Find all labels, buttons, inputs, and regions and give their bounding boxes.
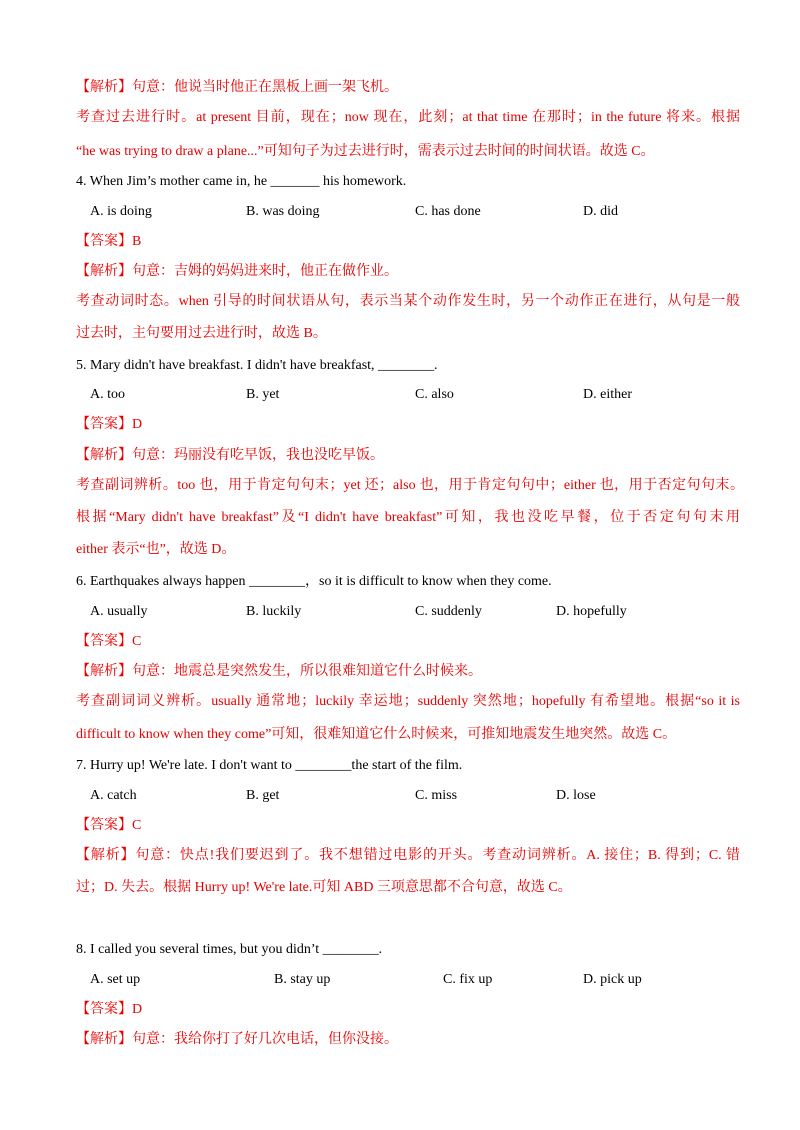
analysis-text: 句意：玛丽没有吃早饭，我也没吃早饭。 <box>132 448 384 463</box>
analysis-tag: 【解析】 <box>76 448 132 463</box>
q7-option-c: C. miss <box>415 788 458 803</box>
q7-option-a: A. catch <box>90 788 137 803</box>
q7-option-b: B. get <box>246 788 280 803</box>
answer-tag: 【答案】 <box>76 818 132 833</box>
answer-value: C <box>132 634 142 649</box>
q8-answer-line <box>76 1000 740 1020</box>
q5-option-a: A. too <box>90 387 125 402</box>
q6-answer-line <box>76 632 740 652</box>
q4-option-a: A. is doing <box>90 204 152 219</box>
analysis-tag: 【解析】 <box>76 80 132 95</box>
q7-answer-line <box>76 816 740 836</box>
q7-question: 7. Hurry up! We're late. I don't want to ________the start of the film. <box>76 758 463 773</box>
q8-question: 8. I called you several times, but you didn’t ________. <box>76 942 383 957</box>
q5-question: 5. Mary didn't have breakfast. I didn't have breakfast, ________. <box>76 358 438 373</box>
q4-explain-line-1: 考查动词时态。when 引导的时间状语从句，表示当某个动作发生时，另一个动作正在进行，从句是一般 <box>76 294 740 309</box>
q7-analysis-line-1 <box>76 846 740 866</box>
q6-option-a: A. usually <box>90 604 148 619</box>
analysis-tag: 【解析】 <box>76 264 132 279</box>
q4-analysis-line <box>76 262 740 282</box>
answer-value: B <box>132 234 142 249</box>
q4-option-c: C. has done <box>415 204 481 219</box>
q6-analysis-line <box>76 662 740 682</box>
answer-value: D <box>132 417 143 432</box>
q6-option-b: B. luckily <box>246 604 302 619</box>
answer-value: C <box>132 818 142 833</box>
q4-answer-line <box>76 232 740 252</box>
analysis-tag: 【解析】 <box>76 848 136 863</box>
q5-explain-line-3: either 表示“也”，故选 D。 <box>76 542 236 557</box>
analysis-text: 句意：吉姆的妈妈进来时，他正在做作业。 <box>132 264 398 279</box>
q4-explain-line-2: 过去时，主句要用过去进行时，故选 B。 <box>76 326 327 341</box>
answer-value: D <box>132 1002 143 1017</box>
q5-explain-line-2: 根据“Mary didn't have breakfast”及“I didn't have breakfast”可知，我也没吃早餐，位于否定句句末用 <box>76 510 740 525</box>
q8-option-c: C. fix up <box>443 972 493 987</box>
q6-option-c: C. suddenly <box>415 604 482 619</box>
q5-option-c: C. also <box>415 387 454 402</box>
q8-analysis-line <box>76 1030 740 1050</box>
q6-option-d: D. hopefully <box>556 604 627 619</box>
analysis-tag: 【解析】 <box>76 664 132 679</box>
q6-explain-line-1: 考查副词词义辨析。usually 通常地；luckily 幸运地；suddenly 突然地；hopefully 有希望地。根据“so it is <box>76 694 740 709</box>
q6-explain-line-2: difficult to know when they come”可知，很难知道它什么时候来，可推知地震发生地突然。故选 C。 <box>76 727 677 742</box>
q6-question: 6. Earthquakes always happen ________，so it is difficult to know when they come. <box>76 574 552 589</box>
analysis-text: 句意：地震总是突然发生，所以很难知道它什么时候来。 <box>132 664 482 679</box>
q5-analysis-line <box>76 446 740 466</box>
q3-explain-line-1: 考查过去进行时。at present 目前，现在；now 现在，此刻；at that time 在那时；in the future 将来。根据 <box>76 110 740 125</box>
q4-option-b: B. was doing <box>246 204 320 219</box>
q3-analysis-line <box>76 78 740 98</box>
analysis-text: 句意：我给你打了好几次电话，但你没接。 <box>132 1032 398 1047</box>
q3-explain-line-2: “he was trying to draw a plane...”可知句子为过去进行时，需表示过去时间的时间状语。故选 C。 <box>76 144 655 159</box>
q7-option-d: D. lose <box>556 788 596 803</box>
q5-option-d: D. either <box>583 387 632 402</box>
analysis-text: 句意：快点!我们要迟到了。我不想错过电影的开头。考查动词辨析。A. 接住；B. 得到；C. 错 <box>135 848 740 863</box>
answer-tag: 【答案】 <box>76 234 132 249</box>
q5-option-b: B. yet <box>246 387 280 402</box>
q8-option-d: D. pick up <box>583 972 642 987</box>
answer-tag: 【答案】 <box>76 634 132 649</box>
q5-explain-line-1: 考查副词辨析。too 也，用于肯定句句末；yet 还；also 也，用于肯定句句中；either 也，用于否定句句末。 <box>76 478 744 493</box>
analysis-tag: 【解析】 <box>76 1032 132 1047</box>
answer-tag: 【答案】 <box>76 1002 132 1017</box>
q8-option-a: A. set up <box>90 972 141 987</box>
q8-option-b: B. stay up <box>274 972 331 987</box>
analysis-text: 句意：他说当时他正在黑板上画一架飞机。 <box>132 80 398 95</box>
q4-option-d: D. did <box>583 204 618 219</box>
answer-tag: 【答案】 <box>76 417 132 432</box>
q5-answer-line <box>76 415 740 435</box>
q7-analysis-line-2: 过；D. 失去。根据 Hurry up! We're late.可知 ABD 三项意思都不合句意，故选 C。 <box>76 880 572 895</box>
q4-question: 4. When Jim’s mother came in, he _______ his homework. <box>76 174 407 189</box>
